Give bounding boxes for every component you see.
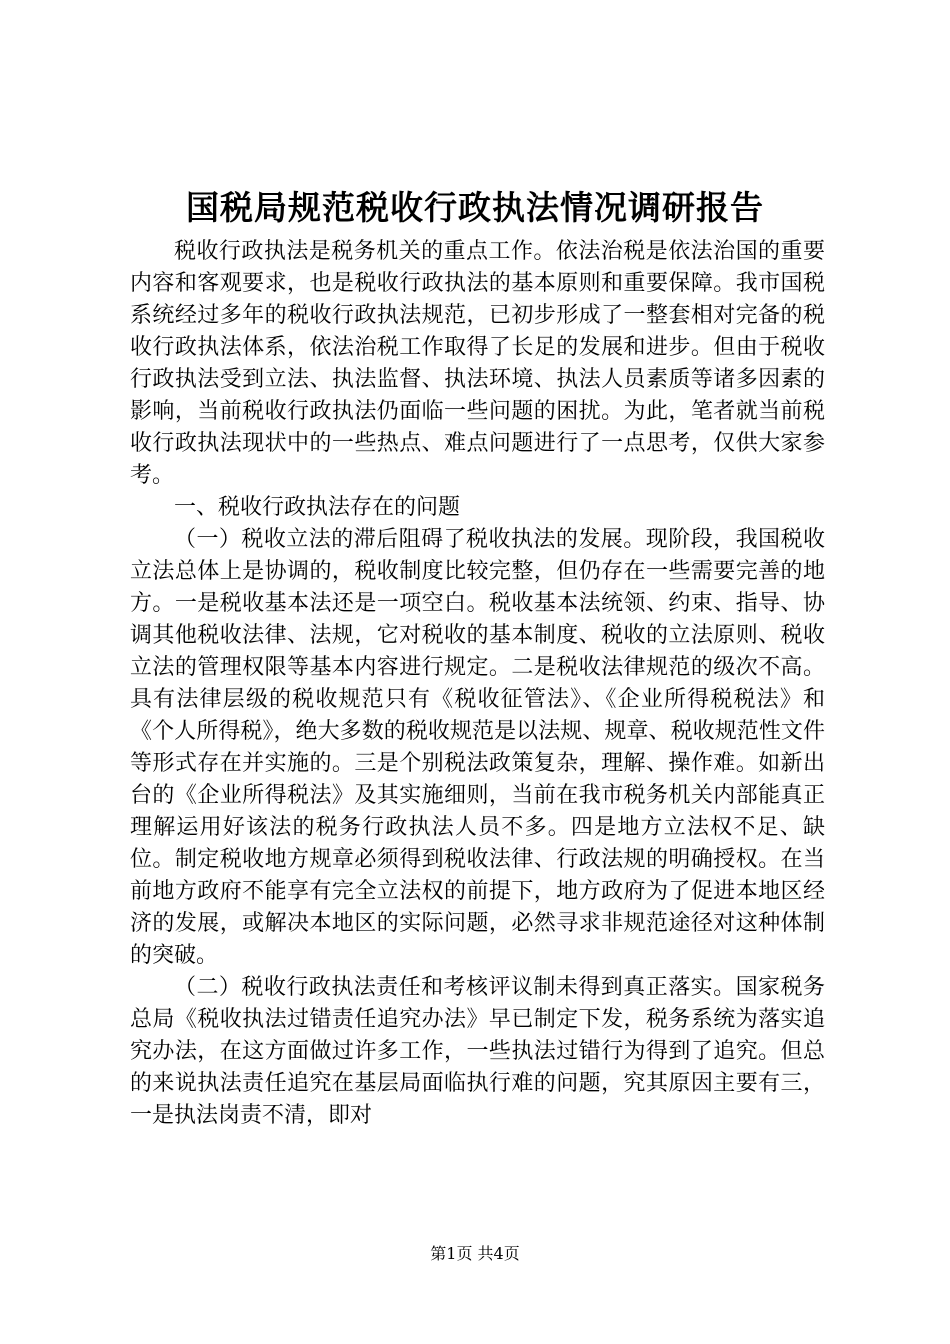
section-heading-1: 一、税收行政执法存在的问题 xyxy=(174,495,461,520)
document-body xyxy=(130,236,825,1132)
subsection-paragraph-1: （一）税收立法的滞后阻碍了税收执法的发展。现阶段，我国税收立法总体上是协调的，税收制度比较完整，但仍存在一些需要完善的地方。一是税收基本法还是一项空白。税收基本法统领、约束、指导、协调其他税收法律、法规，它对税收的基本制度、税收的立法原则、税收立法的管理权限等基本内容进行规定。二是税收法律规范的级次不高。具有法律层级的税收规范只有《税收征管法》、《企业所得税税法》和《个人所得税》，绝大多数的税收规范是以法规、规章、税收规范性文件等形式存在并实施的。三是个别税法政策复杂，理解、操作难。如新出台的《企业所得税法》及其实施细则，当前在我市税务机关内部能真正理解运用好该法的税务行政执法人员不多。四是地方立法权不足、缺位。制定税收地方规章必须得到税收法律、行政法规的明确授权。在当前地方政府不能享有完全立法权的前提下，地方政府为了促进本地区经济的发展，或解决本地区的实际问题，必然寻求非规范途径对这种体制的突破。 xyxy=(130,527,825,968)
subsection-paragraph-2: （二）税收行政执法责任和考核评议制未得到真正落实。国家税务总局《税收执法过错责任追究办法》早已制定下发，税务系统为落实追究办法，在这方面做过许多工作，一些执法过错行为得到了追究。但总的来说执法责任追究在基层局面临执行难的问题，究其原因主要有三，一是执法岗责不清，即对 xyxy=(130,975,825,1128)
intro-paragraph: 税收行政执法是税务机关的重点工作。依法治税是依法治国的重要内容和客观要求，也是税收行政执法的基本原则和重要保障。我市国税系统经过多年的税收行政执法规范，已初步形成了一整套相对完备的税收行政执法体系，依法治税工作取得了长足的发展和进步。但由于税收行政执法受到立法、执法监督、执法环境、执法人员素质等诸多因素的影响，当前税收行政执法仍面临一些问题的困扰。为此，笔者就当前税收行政执法现状中的一些热点、难点问题进行了一点思考，仅供大家参考。 xyxy=(130,239,825,488)
document-title: 国税局规范税收行政执法情况调研报告 xyxy=(186,188,764,227)
page-footer: 第1页 共4页 xyxy=(430,1244,520,1263)
